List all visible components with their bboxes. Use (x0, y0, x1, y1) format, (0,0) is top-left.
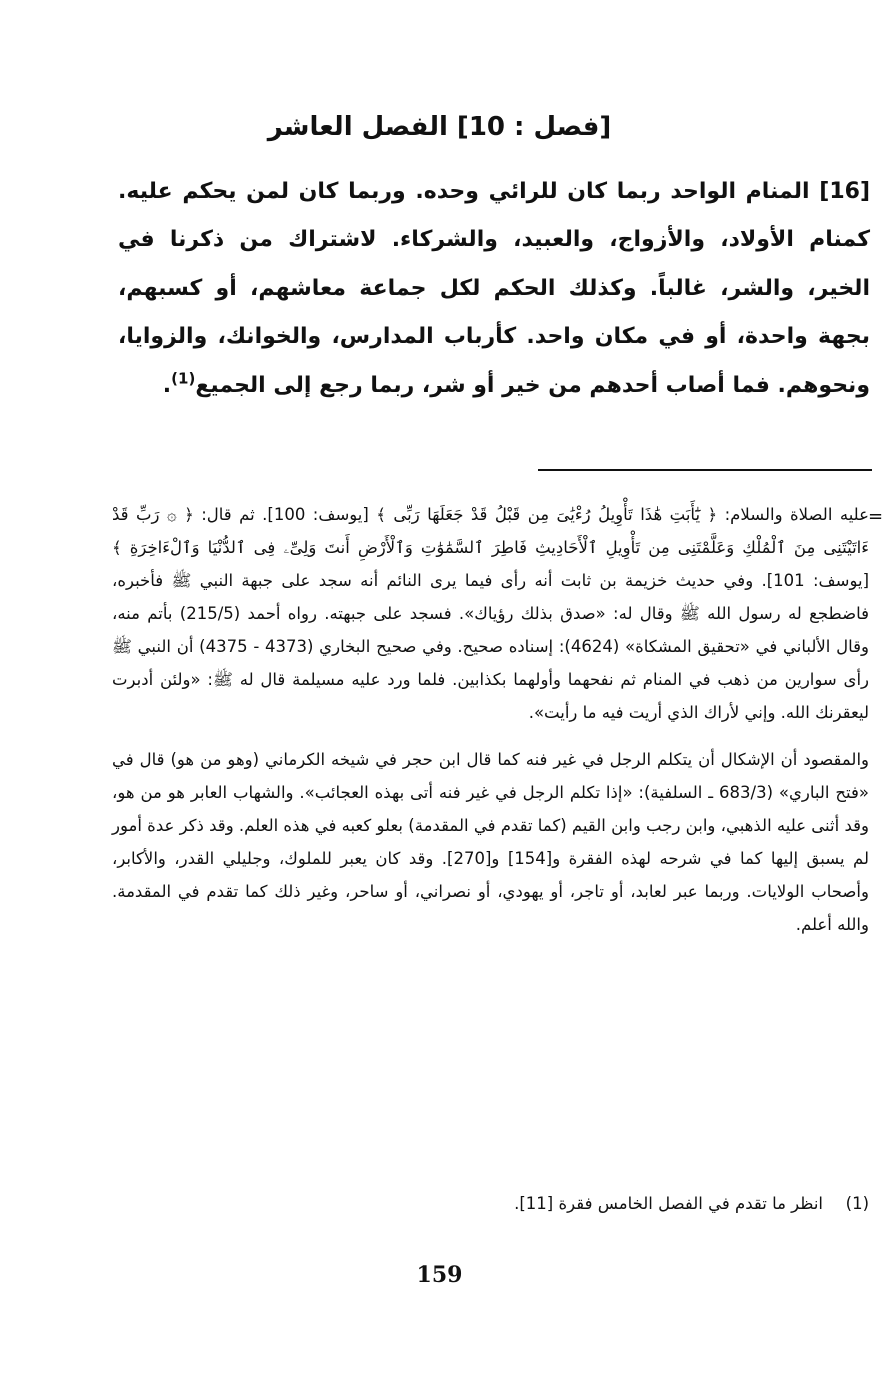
footnote-1 (112, 1187, 869, 1220)
page-number: 159 (416, 1262, 463, 1288)
footnote-reference: (1) (171, 369, 196, 388)
footnote-1-text: انظر ما تقدم في الفصل الخامس فقرة [11]. (514, 1194, 823, 1213)
footnote-separator (538, 469, 872, 471)
footnote-paragraph-2: والمقصود أن الإشكال أن يتكلم الرجل في غير فنه كما قال ابن حجر في شيخه الكرماني (وهو من هو) قال في «فتح الباري» (683/3 ـ السلفية): «إذا تكلم الرجل في غير فنه أتى بهذه العجائب». والشهاب العابر هو من هو، وقد أثنى عليه الذهبي، وابن رجب وابن القيم (كما تقدم في المقدمة) بعلو كعبه في هذه العلم. وقد ذكر عدة أمور لم يسبق إليها كما في شرحه لهذه الفقرة و[154] و[270]. وقد كان يعبر للملوك، وجليلي القدر، والأكابر، وأصحاب الولايات. وربما عبر لعابد، أو تاجر، أو يهودي، أو نصراني، أو ساحر، وغير ذلك كما تقدم في المقدمة. والله أعلم. (112, 750, 870, 934)
footnote-paragraph-1: عليه الصلاة والسلام: ﴿ يَٰٓأَبَتِ هَٰذَا تَأْوِيلُ رُءْيَٰىَ مِن قَبْلُ قَدْ جَعَلَهَا رَبِّى ﴾ [يوسف: 100]. ثم قال: ﴿ ۞ رَبِّ قَدْ ءَاتَيْتَنِى مِنَ ٱلْمُلْكِ وَعَلَّمْتَنِى مِن تَأْوِيلِ ٱلْأَحَادِيثِ فَاطِرَ ٱلسَّمَٰوَٰتِ وَٱلْأَرْضِ أَنتَ وَلِىِّۦ فِى ٱلدُّنْيَا وَٱلْءَاخِرَةِ ﴾ [يوسف: 101]. وفي حديث خزيمة بن ثابت أنه رأى فيما يرى النائم أنه سجد على جبهة النبي ﷺ فأخبره، فاضطجع له رسول الله ﷺ وقال له: «صدق بذلك رؤياك». فسجد على جبهته. رواه أحمد (215/5) بأتم منه، وقال الألباني في «تحقيق المشكاة» (4624): إسناده صحيح. وفي صحيح البخاري (4373 - 4375) أن النبي ﷺ رأى سوارين من ذهب في المنام ثم نفحهما وأولهما بكذابين. فلما ورد عليه مسيلمة قال له ﷺ: «ولئن أدبرت ليعقرنك الله. وإني لأراك الذي أريت فيه ما رأيت». (112, 505, 870, 722)
chapter-heading: [فصل : 10] الفصل العاشر (267, 112, 612, 142)
main-paragraph (118, 168, 870, 410)
footnote-continuation-mark: = (868, 506, 883, 527)
footnotes-block (112, 498, 869, 941)
main-paragraph-text: [16] المنام الواحد ربما كان للرائي وحده. وربما كان لمن يحكم عليه. كمنام الأولاد، والأزواج، والعبيد، والشركاء. لاشتراك من ذكرنا في الخير، والشر، غالباً. وكذلك الحكم لكل جماعة معاشهم، أو كسبهم، بجهة واحدة، أو في مكان واحد. كأرباب المدارس، والخوانك، والزوايا، ونحوهم. فما أصاب أحدهم من خير أو شر، ربما رجع إلى الجميع (118, 179, 870, 398)
main-paragraph-end: . (162, 372, 172, 398)
footnote-1-number: (1) (845, 1194, 869, 1213)
